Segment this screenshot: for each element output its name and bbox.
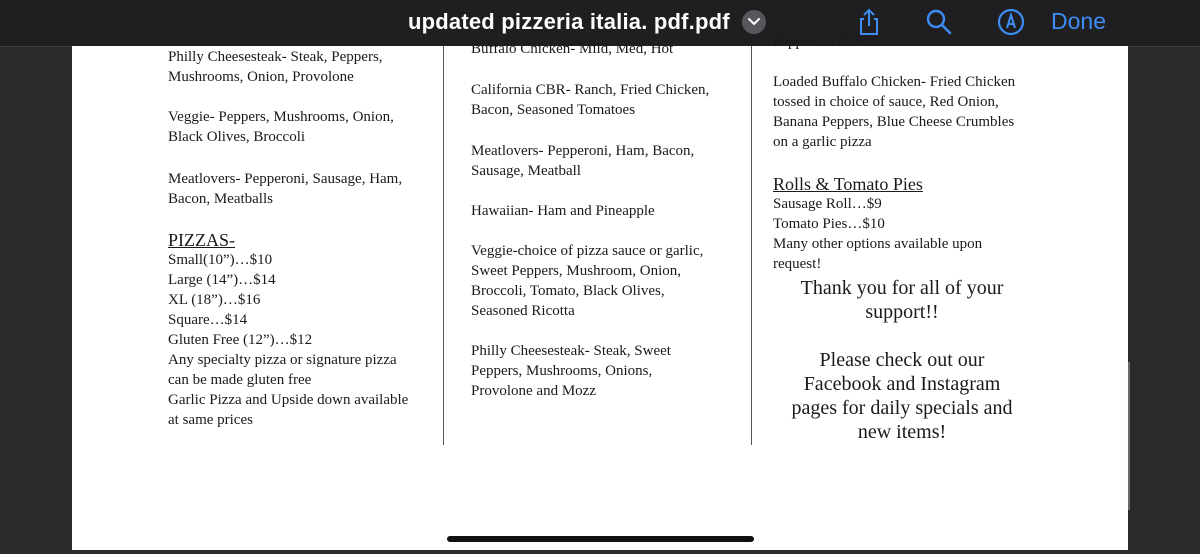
social-note — [772, 348, 1032, 444]
menu-item: Hawaiian- Ham and Pineapple — [471, 203, 655, 219]
other-options-note: request! — [773, 256, 822, 272]
menu-item: Meatlovers- Pepperoni, Ham, Bacon, — [471, 143, 695, 159]
menu-item-desc: Provolone and Mozz — [471, 383, 596, 399]
garlic-note: at same prices — [168, 412, 253, 428]
thanks-line: Thank you for all of your — [800, 277, 1004, 299]
menu-item-desc: Bacon, Meatballs — [168, 191, 273, 207]
size-price: XL (18”)…$16 — [168, 292, 261, 308]
menu-item: Philly Cheesesteak- Steak, Sweet — [471, 343, 671, 359]
size-price: Small(10”)…$10 — [168, 252, 273, 268]
menu-item-desc: Black Olives, Broccoli — [168, 129, 306, 145]
thank-you-note — [772, 276, 1032, 324]
social-line: pages for daily specials and — [791, 397, 1013, 419]
column-divider — [443, 46, 444, 445]
size-price: Square…$14 — [168, 312, 248, 328]
pizzas-heading: PIZZAS- — [168, 230, 235, 250]
menu-item: Meatlovers- Pepperoni, Sausage, Ham, — [168, 171, 403, 187]
document-title[interactable]: updated pizzeria italia. pdf.pdf — [408, 9, 730, 34]
roll-price: Tomato Pies…$10 — [773, 216, 885, 232]
menu-item: Veggie- Peppers, Mushrooms, Onion, — [168, 109, 394, 125]
menu-item-desc: Sausage, Meatball — [471, 163, 581, 179]
garlic-note: Garlic Pizza and Upside down available — [168, 392, 409, 408]
menu-item: California CBR- Ranch, Fried Chicken, — [471, 82, 710, 98]
menu-item: Buffalo Chicken- Mild, Med, Hot — [471, 41, 674, 57]
menu-item-desc: on a garlic pizza — [773, 134, 872, 150]
pdf-page[interactable] — [72, 34, 1128, 550]
menu-item: Philly Cheesesteak- Steak, Peppers, — [168, 49, 383, 65]
size-price: Gluten Free (12”)…$12 — [168, 332, 313, 348]
menu-item-desc: tossed in choice of sauce, Red Onion, — [773, 94, 999, 110]
menu-item: Loaded Buffalo Chicken- Fried Chicken — [773, 74, 1016, 90]
thanks-line: support!! — [865, 301, 939, 323]
social-line: Please check out our — [819, 349, 985, 371]
social-line: new items! — [857, 421, 947, 443]
chevron-down-icon[interactable] — [742, 10, 766, 34]
menu-item: Veggie-choice of pizza sauce or garlic, — [471, 243, 704, 259]
home-indicator[interactable] — [447, 536, 754, 542]
social-line: Facebook and Instagram — [803, 373, 1001, 395]
menu-column-3 — [773, 32, 1015, 274]
menu-item-desc: Bacon, Seasoned Tomatoes — [471, 102, 636, 118]
title-group[interactable] — [408, 8, 766, 36]
other-options-note: Many other options available upon — [773, 236, 983, 252]
gluten-note: Any specialty pizza or signature pizza — [168, 352, 397, 368]
menu-item-desc: Seasoned Ricotta — [471, 303, 575, 319]
rolls-heading: Rolls & Tomato Pies — [773, 174, 923, 194]
gluten-note: can be made gluten free — [168, 372, 312, 388]
menu-column-1 — [168, 46, 408, 430]
size-price: Large (14”)…$14 — [168, 272, 276, 288]
menu-item-desc: Peppers, Mushrooms, Onions, — [471, 363, 653, 379]
roll-price: Sausage Roll…$9 — [773, 196, 882, 212]
menu-item-desc: Mushrooms, Onion, Provolone — [168, 69, 354, 85]
done-button[interactable]: Done — [1051, 8, 1106, 34]
menu-item-desc: Broccoli, Tomato, Black Olives, — [471, 283, 665, 299]
column-divider — [751, 46, 752, 445]
menu-item-cut: Pepperoni Ranch — [773, 34, 876, 50]
menu-column-2 — [471, 39, 709, 401]
scroll-indicator[interactable] — [1128, 362, 1130, 510]
menu-item-desc: Sweet Peppers, Mushroom, Onion, — [471, 263, 681, 279]
menu-item-desc: Banana Peppers, Blue Cheese Crumbles — [773, 114, 1015, 130]
